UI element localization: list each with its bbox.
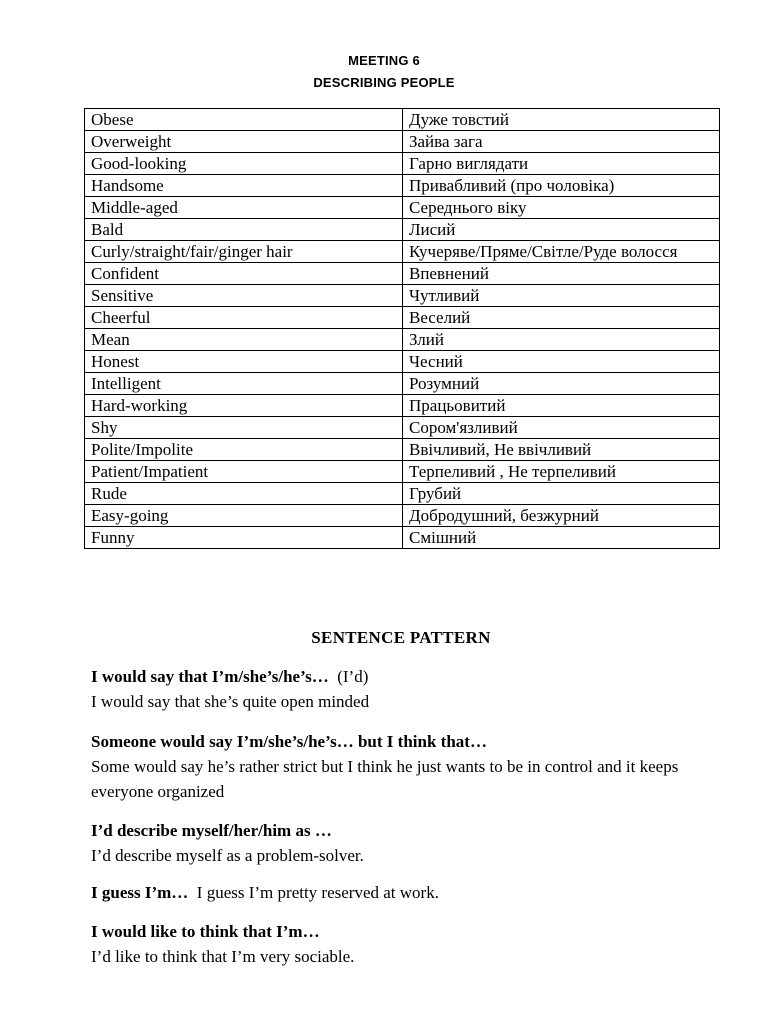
topic-heading: DESCRIBING PEOPLE bbox=[313, 75, 455, 90]
pattern-example: I’d like to think that I’m very sociable. bbox=[91, 947, 355, 966]
pattern-example: I would say that she’s quite open minded bbox=[91, 692, 370, 711]
english-word: Handsome bbox=[85, 175, 403, 197]
table-row bbox=[85, 329, 720, 351]
ukrainian-translation: Чесний bbox=[403, 351, 720, 373]
ukrainian-translation: Працьовитий bbox=[403, 395, 720, 417]
pattern-block bbox=[91, 664, 731, 714]
english-word: Rude bbox=[85, 483, 403, 505]
ukrainian-translation: Дуже товстий bbox=[403, 109, 720, 131]
pattern-example: I’d describe myself as a problem-solver. bbox=[91, 846, 364, 865]
table-row bbox=[85, 197, 720, 219]
ukrainian-translation: Середнього віку bbox=[403, 197, 720, 219]
english-word: Intelligent bbox=[85, 373, 403, 395]
vocabulary-table bbox=[84, 108, 720, 549]
pattern-note: I guess I’m pretty reserved at work. bbox=[196, 883, 439, 902]
table-row bbox=[85, 373, 720, 395]
pattern-example: Some would say he’s rather strict but I think he just wants to be in control and it keeps everyone organized bbox=[91, 757, 679, 801]
pattern-phrase: I would say that I’m/she’s/he’s… bbox=[91, 667, 329, 686]
table-row bbox=[85, 131, 720, 153]
english-word: Polite/Impolite bbox=[85, 439, 403, 461]
table-row bbox=[85, 527, 720, 549]
sentence-pattern-title: SENTENCE PATTERN bbox=[311, 628, 491, 647]
english-word: Cheerful bbox=[85, 307, 403, 329]
pattern-line bbox=[91, 664, 731, 689]
table-row bbox=[85, 175, 720, 197]
table-row bbox=[85, 461, 720, 483]
table-row bbox=[85, 285, 720, 307]
english-word: Hard-working bbox=[85, 395, 403, 417]
table-row bbox=[85, 263, 720, 285]
pattern-line bbox=[91, 729, 731, 754]
ukrainian-translation: Кучеряве/Пряме/Світле/Руде волосся bbox=[403, 241, 720, 263]
ukrainian-translation: Розумний bbox=[403, 373, 720, 395]
pattern-block bbox=[91, 729, 731, 804]
english-word: Curly/straight/fair/ginger hair bbox=[85, 241, 403, 263]
pattern-line bbox=[91, 880, 731, 905]
english-word: Honest bbox=[85, 351, 403, 373]
english-word: Overweight bbox=[85, 131, 403, 153]
ukrainian-translation: Грубий bbox=[403, 483, 720, 505]
ukrainian-translation: Добродушний, безжурний bbox=[403, 505, 720, 527]
english-word: Easy-going bbox=[85, 505, 403, 527]
english-word: Middle-aged bbox=[85, 197, 403, 219]
ukrainian-translation: Сором'язливий bbox=[403, 417, 720, 439]
english-word: Bald bbox=[85, 219, 403, 241]
meeting-heading: MEETING 6 bbox=[348, 53, 420, 68]
english-word: Mean bbox=[85, 329, 403, 351]
english-word: Good-looking bbox=[85, 153, 403, 175]
ukrainian-translation: Злий bbox=[403, 329, 720, 351]
table-row bbox=[85, 351, 720, 373]
table-row bbox=[85, 439, 720, 461]
table-row bbox=[85, 153, 720, 175]
pattern-block bbox=[91, 880, 731, 905]
table-row bbox=[85, 483, 720, 505]
ukrainian-translation: Ввічливий, Не ввічливий bbox=[403, 439, 720, 461]
pattern-block bbox=[91, 818, 731, 868]
english-word: Funny bbox=[85, 527, 403, 549]
ukrainian-translation: Веселий bbox=[403, 307, 720, 329]
ukrainian-translation: Впевнений bbox=[403, 263, 720, 285]
english-word: Confident bbox=[85, 263, 403, 285]
english-word: Shy bbox=[85, 417, 403, 439]
pattern-line bbox=[91, 818, 731, 843]
table-row bbox=[85, 241, 720, 263]
ukrainian-translation: Привабливий (про чоловіка) bbox=[403, 175, 720, 197]
pattern-phrase: I’d describe myself/her/him as … bbox=[91, 821, 332, 840]
ukrainian-translation: Чутливий bbox=[403, 285, 720, 307]
pattern-line bbox=[91, 919, 731, 944]
ukrainian-translation: Лисий bbox=[403, 219, 720, 241]
pattern-phrase: I guess I’m… bbox=[91, 883, 189, 902]
pattern-phrase: Someone would say I’m/she’s/he’s… but I think that… bbox=[91, 732, 487, 751]
pattern-note: (I’d) bbox=[337, 667, 369, 686]
table-row bbox=[85, 417, 720, 439]
english-word: Obese bbox=[85, 109, 403, 131]
table-row bbox=[85, 307, 720, 329]
ukrainian-translation: Терпеливий , Не терпеливий bbox=[403, 461, 720, 483]
english-word: Patient/Impatient bbox=[85, 461, 403, 483]
pattern-block bbox=[91, 919, 731, 969]
pattern-phrase: I would like to think that I’m… bbox=[91, 922, 320, 941]
table-row bbox=[85, 109, 720, 131]
table-row bbox=[85, 505, 720, 527]
english-word: Sensitive bbox=[85, 285, 403, 307]
ukrainian-translation: Смішний bbox=[403, 527, 720, 549]
table-row bbox=[85, 395, 720, 417]
table-row bbox=[85, 219, 720, 241]
ukrainian-translation: Зайва зага bbox=[403, 131, 720, 153]
ukrainian-translation: Гарно виглядати bbox=[403, 153, 720, 175]
